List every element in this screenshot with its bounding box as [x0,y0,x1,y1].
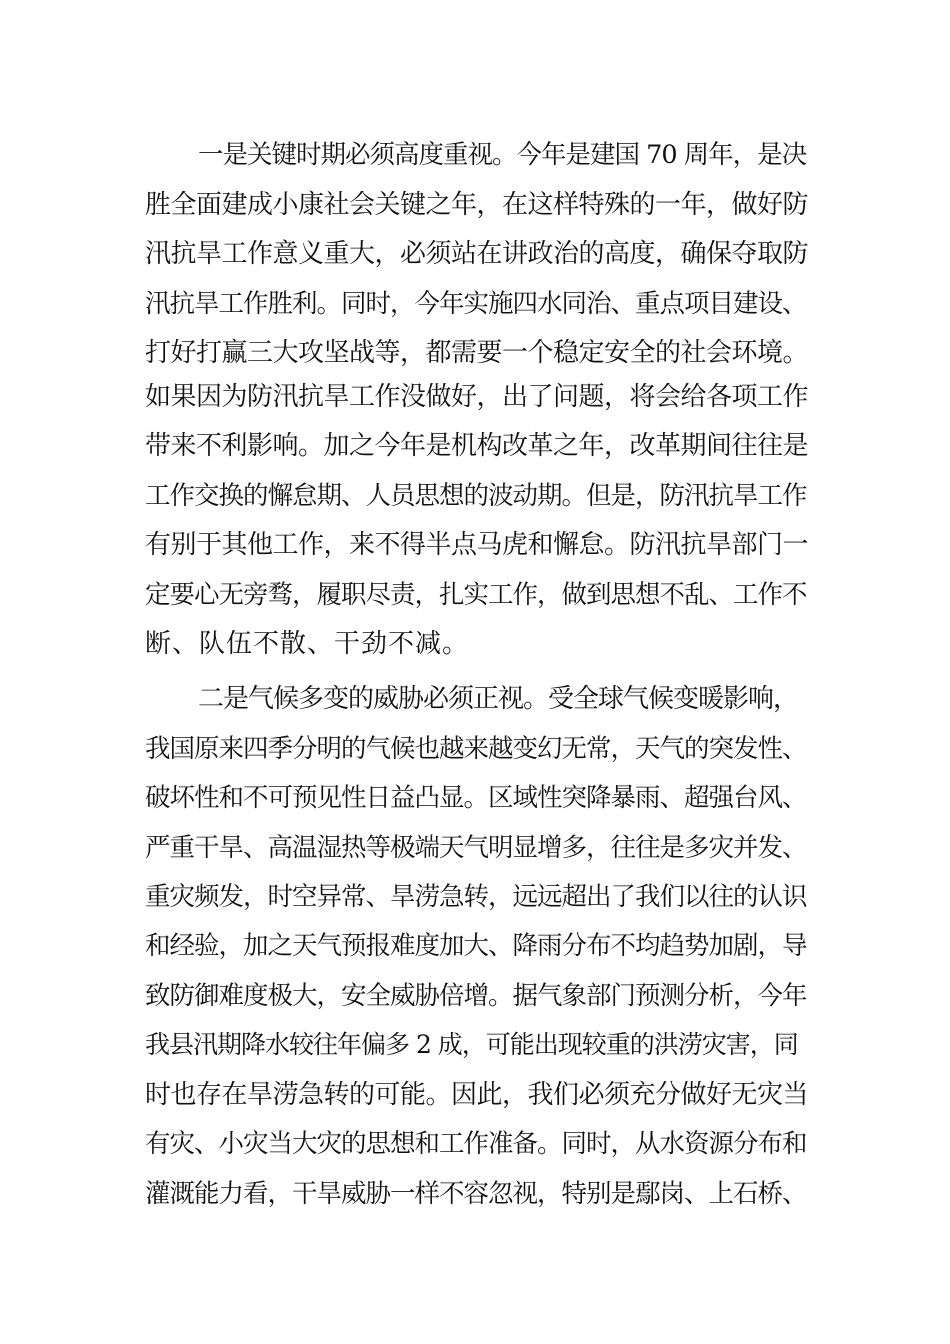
paragraph-1-line-11: 断、队伍不散、干劲不减。 [145,629,470,659]
paragraph-2-line-8: 我县汛期降水较往年偏多 2 成，可能出现较重的洪涝灾害，同 [145,1030,798,1059]
paragraph-2-line-7: 致防御难度极大，安全威胁倍增。据气象部门预测分析，今年 [145,981,807,1011]
paragraph-2-line-3: 破坏性和不可预见性日益凸显。区域性突降暴雨、超强台风、 [145,783,807,813]
paragraph-1-line-7: 带来不利影响。加之今年是机构改革之年，改革期间往往是 [145,431,809,461]
paragraph-1-line-8: 工作交换的懈怠期、人员思想的波动期。但是，防汛抗旱工作 [145,481,807,511]
paragraph-1-line-2: 胜全面建成小康社会关键之年，在这样特殊的一年，做好防 [145,190,809,220]
paragraph-1-line-1: 一是关键时期必须高度重视。今年是建国 70 周年，是决 [198,140,807,170]
paragraph-1-line-3: 汛抗旱工作意义重大，必须站在讲政治的高度，确保夺取防 [145,239,809,269]
paragraph-1-line-5: 打好打赢三大攻坚战等，都需要一个稳定安全的社会环境。 [145,338,809,368]
paragraph-2-line-10: 有灾、小灾当大灾的思想和工作准备。同时，从水资源分布和 [145,1129,807,1159]
paragraph-1-line-9: 有别于其他工作，来不得半点马虎和懈怠。防汛抗旱部门一 [145,530,809,560]
paragraph-2-line-1: 二是气候多变的威胁必须正视。受全球气候变暖影响， [198,684,799,714]
paragraph-2-line-2: 我国原来四季分明的气候也越来越变幻无常，天气的突发性、 [145,734,807,764]
paragraph-1-line-6: 如果因为防汛抗旱工作没做好，出了问题，将会给各项工作 [145,382,809,412]
paragraph-2-line-6: 和经验，加之天气预报难度加大、降雨分布不均趋势加剧，导 [145,931,807,961]
paragraph-1-line-4: 汛抗旱工作胜利。同时，今年实施四水同治、重点项目建设、 [145,289,807,319]
paragraph-1-line-10: 定要心无旁骛，履职尽责，扎实工作，做到思想不乱、工作不 [145,580,807,610]
paragraph-2-line-4: 严重干旱、高温湿热等极端天气明显增多，往往是多灾并发、 [145,833,807,863]
paragraph-2-line-9: 时也存在旱涝急转的可能。因此，我们必须充分做好无灾当 [145,1080,809,1110]
paragraph-2-line-11: 灌溉能力看，干旱威胁一样不容忽视，特别是鄢岗、上石桥、 [145,1179,807,1209]
paragraph-2-line-5: 重灾频发，时空异常、旱涝急转，远远超出了我们以往的认识 [145,882,807,912]
